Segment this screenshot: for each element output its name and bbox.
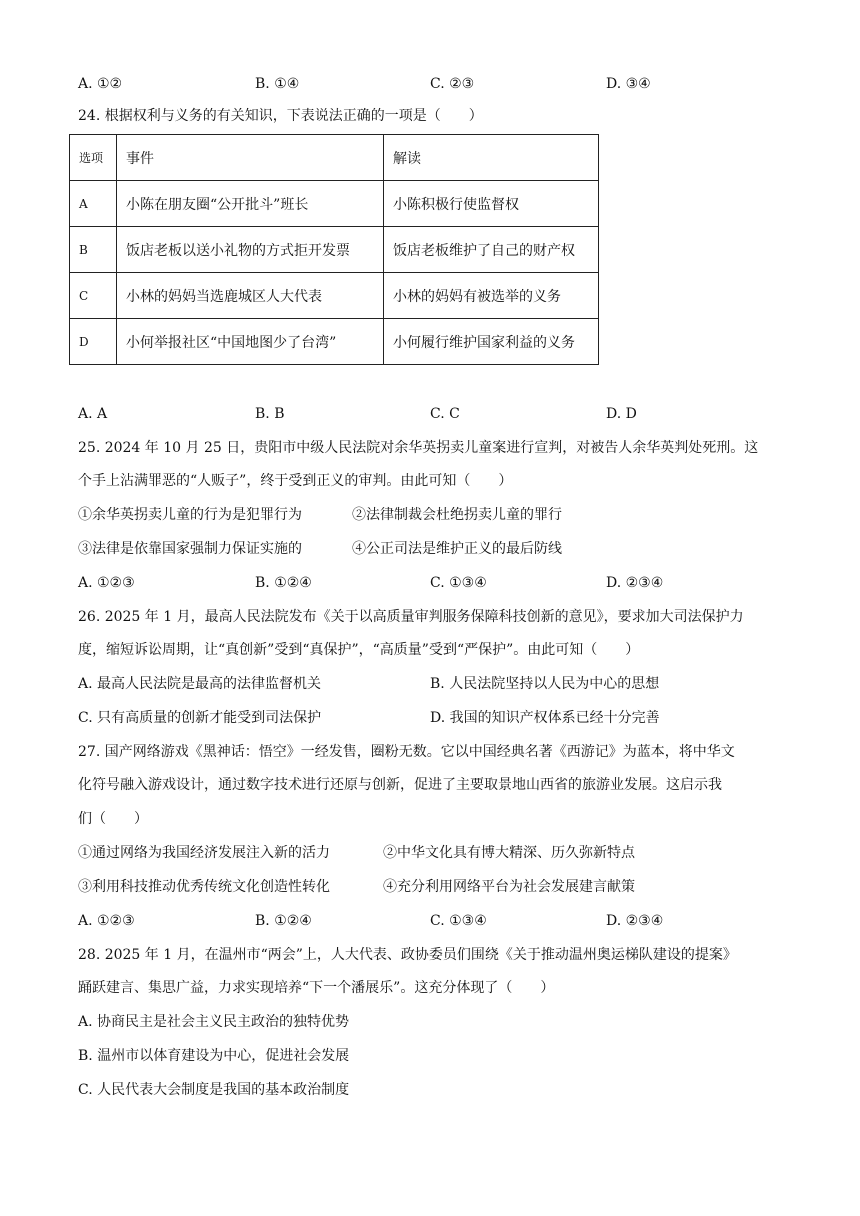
table-cell: 饭店老板维护了自己的财产权 [384,227,599,273]
q28-option-c: C. 人民代表大会制度是我国的基本政治制度 [78,1082,350,1098]
q26-option-a: A. 最高人民法院是最高的法律监督机关 [78,676,322,692]
q27-stem-line-3: 们（ ） [78,811,148,827]
q27-stem-line-1: 27. 国产网络游戏《黑神话：悟空》一经发售，圈粉无数。它以中国经典名著《西游记》为蓝本，将中华文 [78,744,735,760]
table-cell: 小何履行维护国家利益的义务 [384,319,599,365]
q24-option-b: B. B [255,406,285,422]
q26-option-d: D. 我国的知识产权体系已经十分完善 [430,710,660,726]
q24-option-d: D. D [606,406,637,422]
q27-option-c: C. ①③④ [430,913,487,929]
q25-option-c: C. ①③④ [430,575,487,591]
q27-item-4: ④充分利用网络平台为社会发展建言献策 [383,879,635,895]
table-header-event: 事件 [117,135,384,181]
table-header-row [70,135,599,181]
q25-item-1: ①余华英拐卖儿童的行为是犯罪行为 [78,507,302,523]
table-row [70,273,599,319]
table-header-interpretation: 解读 [384,135,599,181]
q25-item-3: ③法律是依靠国家强制力保证实施的 [78,541,302,557]
table-cell: B [70,227,117,273]
q27-item-3: ③利用科技推动优秀传统文化创造性转化 [78,879,330,895]
q24-table [69,134,599,365]
q27-item-2: ②中华文化具有博大精深、历久弥新特点 [383,845,635,861]
q28-stem-line-2: 踊跃建言、集思广益，力求实现培养“下一个潘展乐”。这充分体现了（ ） [78,980,555,996]
table-cell: 小陈积极行使监督权 [384,181,599,227]
q27-stem-line-2: 化符号融入游戏设计，通过数字技术进行还原与创新，促进了主要取景地山西省的旅游业发展。这启示我 [78,777,722,793]
q25-stem-line-2: 个手上沾满罪恶的“人贩子”，终于受到正义的审判。由此可知（ ） [78,473,513,489]
q27-item-1: ①通过网络为我国经济发展注入新的活力 [78,845,330,861]
q28-stem-line-1: 28. 2025 年 1 月，在温州市“两会”上，人大代表、政协委员们围绕《关于推动温州奥运梯队建设的提案》 [78,947,737,963]
table-cell: A [70,181,117,227]
q27-option-d: D. ②③④ [606,913,664,929]
q25-option-a: A. ①②③ [78,575,135,591]
table-cell: D [70,319,117,365]
table-cell: 饭店老板以送小礼物的方式拒开发票 [117,227,384,273]
q26-stem-line-2: 度，缩短诉讼周期，让“真创新”受到“真保护”，“高质量”受到“严保护”。由此可知（ ） [78,642,640,658]
q27-option-b: B. ①②④ [255,913,312,929]
q26-stem-line-1: 26. 2025 年 1 月，最高人民法院发布《关于以高质量审判服务保障科技创新的意见》，要求加大司法保护力 [78,609,744,625]
table-cell: 小林的妈妈有被选举的义务 [384,273,599,319]
q25-option-b: B. ①②④ [255,575,312,591]
table-row [70,181,599,227]
q23-option-a: A. ①② [78,76,123,92]
q23-option-d: D. ③④ [606,76,651,92]
q27-option-a: A. ①②③ [78,913,135,929]
q25-item-2: ②法律制裁会杜绝拐卖儿童的罪行 [352,507,562,523]
table-cell: C [70,273,117,319]
q26-option-c: C. 只有高质量的创新才能受到司法保护 [78,710,322,726]
table-cell: 小林的妈妈当选鹿城区人大代表 [117,273,384,319]
q25-stem-line-1: 25. 2024 年 10 月 25 日，贵阳市中级人民法院对余华英拐卖儿童案进行宣判，对被告人余华英判处死刑。这 [78,440,759,456]
table-cell: 小陈在朋友圈“公开批斗”班长 [117,181,384,227]
q25-item-4: ④公正司法是维护正义的最后防线 [352,541,562,557]
q23-option-b: B. ①④ [255,76,300,92]
q28-option-a: A. 协商民主是社会主义民主政治的独特优势 [78,1014,350,1030]
table-row [70,319,599,365]
q25-option-d: D. ②③④ [606,575,664,591]
q24-option-a: A. A [78,406,108,422]
q28-option-b: B. 温州市以体育建设为中心，促进社会发展 [78,1048,350,1064]
q24-option-c: C. C [430,406,460,422]
q24-stem: 24. 根据权利与义务的有关知识，下表说法正确的一项是（ ） [78,108,483,124]
table-header-option: 选项 [70,135,117,181]
q23-option-c: C. ②③ [430,76,475,92]
table-row [70,227,599,273]
table-cell: 小何举报社区“中国地图少了台湾” [117,319,384,365]
q26-option-b: B. 人民法院坚持以人民为中心的思想 [430,676,660,692]
